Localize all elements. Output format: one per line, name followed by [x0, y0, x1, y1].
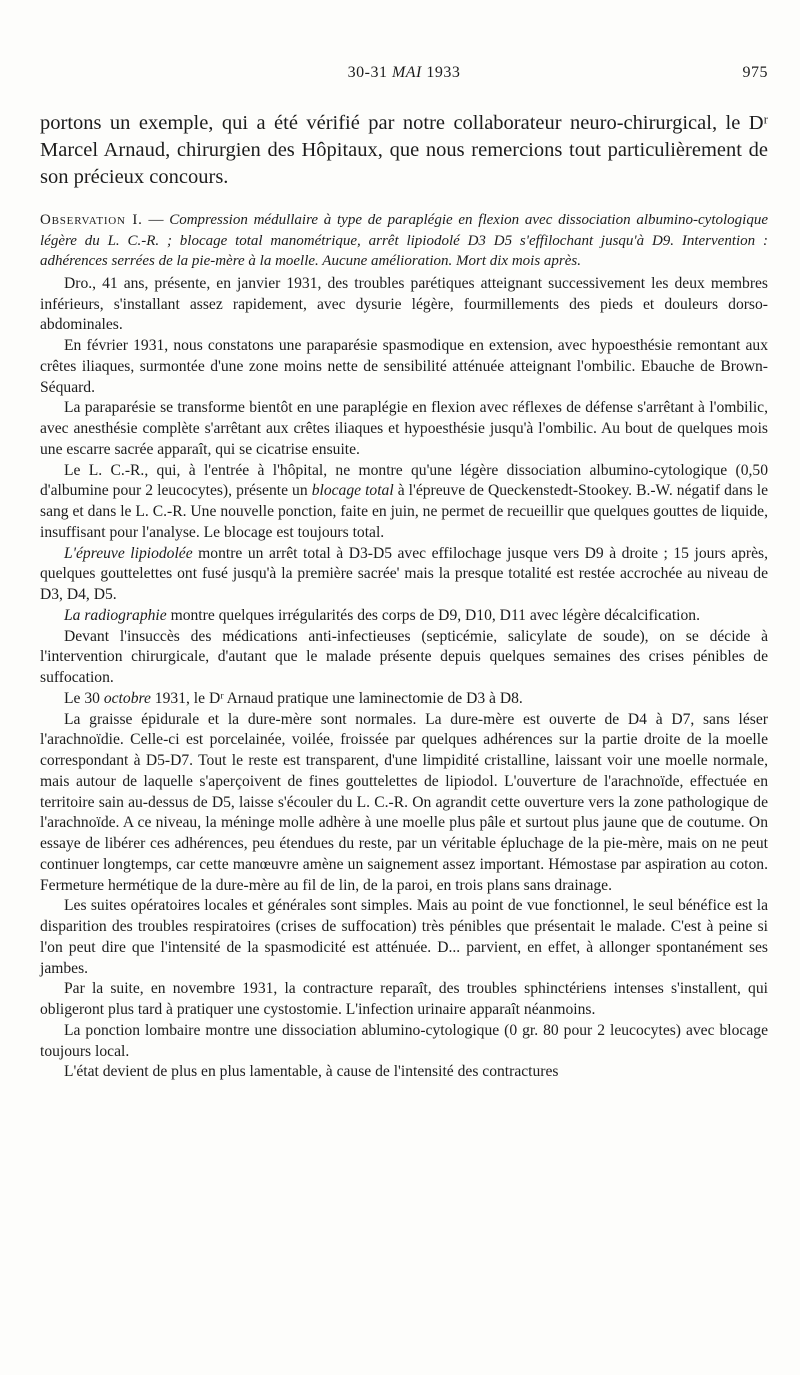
- paragraph-12: La ponction lombaire montre une dissociation ablumino-cytologique (0 gr. 80 pour 2 leucocytes) avec blocage toujours local.: [40, 1021, 768, 1060]
- paragraph-10: Les suites opératoires locales et générales sont simples. Mais au point de vue fonctionnel, le seul bénéfice est la disparition des troubles respiratoires (crises de suffocation) très pénibles que présentait le malade. C'est à peine si l'on peut dire que l'intensité de la spasmodicité est atténuée. D... parvient, en effet, à allonger spontanément ses jambes.: [40, 897, 768, 977]
- paragraph-9: La graisse épidurale et la dure-mère sont normales. La dure-mère est ouverte de D4 à D7, sans léser l'arachnoïdie. Celle-ci est porcelainée, voilée, froissée par quelques adhérences sur la partie droite de la moelle correspondant à D5-D7. Tout le reste est transparent, d'une limpidité cristalline, laissant voir une moelle normale, mais autour de laquelle s'aperçoivent de fines gouttelettes de lipiodol. L'ouverture de l'arachnoïde, effectuée en territoire sain au-dessus de D5, laisse s'écouler du L. C.-R. On agrandit cette ouverture vers la zone pathologique de l'arachnoïde. A ce niveau, la méninge molle adhère à une moelle plus pâle et surtout plus jaune que de coutume. On essaye de libérer ces adhérences, peu étendues du reste, par un véritable épluchage de la pie-mère, mais on ne peut continuer longtemps, car cette manœuvre amène un saignement assez important. Hémostase par aspiration au coton. Fermeture hermétique de la dure-mère au fil de lin, de la paroi, en trois plans sans drainage.: [40, 710, 768, 894]
- paragraph-1: Dro., 41 ans, présente, en janvier 1931, des troubles parétiques atteignant successivement les deux membres inférieurs, s'installant assez rapidement, avec dysurie légère, fourmillements des pieds et douleurs dorso-abdominales.: [40, 274, 768, 334]
- paragraph-6: La radiographie montre quelques irrégularités des corps de D9, D10, D11 avec légère décalcification.: [64, 606, 700, 624]
- paragraph-5: L'épreuve lipiodolée montre un arrêt total à D3-D5 avec effilochage jusque vers D9 à droite ; 15 jours après, quelques gouttelettes ont fusé jusqu'à la première sacrée' mais la presque totalité est restée accrochée au niveau de D3, D4, D5.: [40, 544, 768, 604]
- paragraph-13: L'état devient de plus en plus lamentable, à cause de l'intensité des contractures: [64, 1063, 559, 1081]
- header-month: MAI: [391, 64, 422, 81]
- observation-title: Compression médullaire à type de paraplégie en flexion avec dissociation albumino-cytologique légère du L. C.-R. ; blocage total manométrique, arrêt lipiodolé D3 D5 s'effilochant jusqu'à D9. Intervention : adhérences serrées de la pie-mère à la moelle. Aucune amélioration. Mort dix mois après.: [40, 212, 768, 270]
- document-page: [40, 64, 768, 1083]
- paragraph-11: Par la suite, en novembre 1931, la contracture reparaît, des troubles sphinctériens intenses s'installent, qui obligeront plus tard à pratiquer une cystostomie. L'infection urinaire apparaît néanmoins.: [40, 980, 768, 1019]
- paragraph-3: La paraparésie se transforme bientôt en une paraplégie en flexion avec réflexes de défense s'arrêtant à l'ombilic, avec anesthésie complète s'arrêtant aux crêtes iliaques et hypoesthésie jusqu'à l'ombilic. Au bout de quelques mois une escarre sacrée apparaît, qui se cicatrise ensuite.: [40, 399, 768, 458]
- observation-label: Observation I.: [40, 212, 143, 228]
- observation-heading: Observation I. — Compression médullaire à type de paraplégie en flexion avec dissociation albumino-cytologique légère du L. C.-R. ; blocage total manométrique, arrêt lipiodolé D3 D5 s'effilochant jusqu'à D9. Intervention : adhérences serrées de la pie-mère à la moelle. Aucune amélioration. Mort dix mois après.: [40, 212, 768, 270]
- article-body: [40, 274, 768, 1083]
- header-date: 30-31 MAI 1933: [347, 64, 461, 81]
- page-number: 975: [742, 64, 768, 81]
- paragraph-4: Le L. C.-R., qui, à l'entrée à l'hôpital, ne montre qu'une légère dissociation albumino-cytologique (0,50 d'albumine pour 2 leucocytes), présente un blocage total à l'épreuve de Queckenstedt-Stookey. B.-W. négatif dans le sang et dans le L. C.-R. Une nouvelle ponction, faite en juin, ne permet de recueillir que quelques gouttes de liquide, insuffisant pour l'analyse. Le blocage est toujours total.: [40, 461, 768, 541]
- paragraph-8: Le 30 octobre 1931, le Dʳ Arnaud pratique une laminectomie de D3 à D8.: [64, 689, 523, 707]
- page-header: [40, 64, 768, 90]
- paragraph-7: Devant l'insuccès des médications anti-infectieuses (septicémie, salicylate de soude), on se décide à l'intervention chirurgicale, d'autant que le malade présente depuis quelques semaines des crises pénibles de suffocation.: [40, 627, 768, 687]
- intro-paragraph: portons un exemple, qui a été vérifié par notre collaborateur neuro-chirurgical, le Dʳ Marcel Arnaud, chirurgien des Hôpitaux, que nous remercions tout particulièrement de son précieux concours.: [40, 112, 768, 188]
- paragraph-2: En février 1931, nous constatons une paraparésie spasmodique en extension, avec hypoesthésie remontant aux crêtes iliaques, surmontée d'une zone moins nette de sensibilité atténuée atteignant l'ombilic. Ebauche de Brown-Séquard.: [40, 337, 768, 396]
